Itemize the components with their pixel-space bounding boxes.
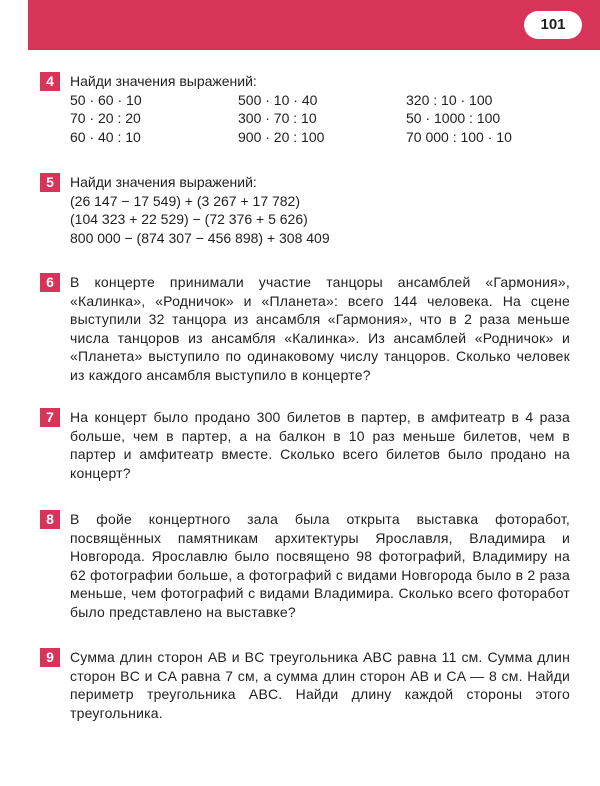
task-8 [40, 510, 570, 622]
task-body [70, 72, 570, 146]
task-text: На концерт было продано 300 билетов в партер, в амфитеатр в 4 раза больше, чем в партер, а на балкон в 10 раз меньше билетов, чем в партер и амфитеатр вместе. Сколько всего билетов было продано на концерт? [70, 409, 570, 481]
expression: 70 000 : 100 · 10 [406, 128, 512, 145]
expression: 800 000 − (874 307 − 456 898) + 308 409 [70, 229, 330, 246]
task-number: 5 [40, 173, 60, 192]
task-title: Найди значения выражений: [70, 73, 257, 89]
task-body [70, 173, 570, 247]
expression: 50 · 1000 : 100 [406, 110, 501, 127]
expression: (104 323 + 22 529) − (72 376 + 5 626) [70, 211, 308, 228]
task-text: В концерте принимали участие танцоры ансамблей «Гармония», «Калинка», «Родничок» и «Планета»: всего 144 человека. На сцене выступили 32 танцора из ансамбля «Гармония», что в 2 раза меньше числа танцоров из ансамбля «Калинка». Из ансамблей «Родничок» и «Планета» выступило по одинаковому числу танцоров. Сколько человек из каждого ансамбля выступило в концерте? [70, 274, 570, 383]
task-5 [40, 173, 570, 247]
task-7 [40, 408, 570, 482]
expression-row [70, 91, 570, 110]
task-4 [40, 72, 570, 146]
page-number: 101 [524, 11, 582, 39]
expression: 60 · 40 : 10 [70, 128, 141, 145]
task-number: 7 [40, 408, 60, 427]
expression: 900 · 20 : 100 [238, 128, 325, 145]
expression-row [70, 109, 570, 128]
task-9 [40, 648, 570, 722]
task-text: Сумма длин сторон AB и BC треугольника ABC равна 11 см. Сумма длин сторон BC и CA равна 7 см, а сумма длин сторон AB и CA — 8 см. Найди периметр треугольника ABC. Найди длину каждой стороны этого треугольника. [70, 649, 570, 721]
expression: 50 · 60 · 10 [70, 91, 142, 108]
task-text: В фойе концертного зала была открыта выставка фоторабот, посвящённых памятникам архитектуры Ярославля, Владимира и Новгорода. Ярославлю было посвящено 98 фотографий, Владимиру на 62 фотографии больше, а фотографий с видами Новгорода было в 2 раза меньше, чем фотографий с видами Владимира. Сколько всего фоторабот было представлено на выставке? [70, 511, 570, 620]
task-6 [40, 273, 570, 385]
expression: 70 · 20 : 20 [70, 110, 141, 127]
task-title: Найди значения выражений: [70, 174, 257, 190]
task-number: 6 [40, 273, 60, 292]
header-band [28, 0, 600, 50]
expression: 500 · 10 · 40 [238, 91, 318, 108]
task-number: 8 [40, 510, 60, 529]
expression: (26 147 − 17 549) + (3 267 + 17 782) [70, 192, 301, 209]
expression-row [70, 128, 570, 147]
expression: 320 : 10 · 100 [406, 91, 493, 108]
task-number: 4 [40, 72, 60, 91]
expression: 300 · 70 : 10 [238, 110, 317, 127]
task-number: 9 [40, 648, 60, 667]
